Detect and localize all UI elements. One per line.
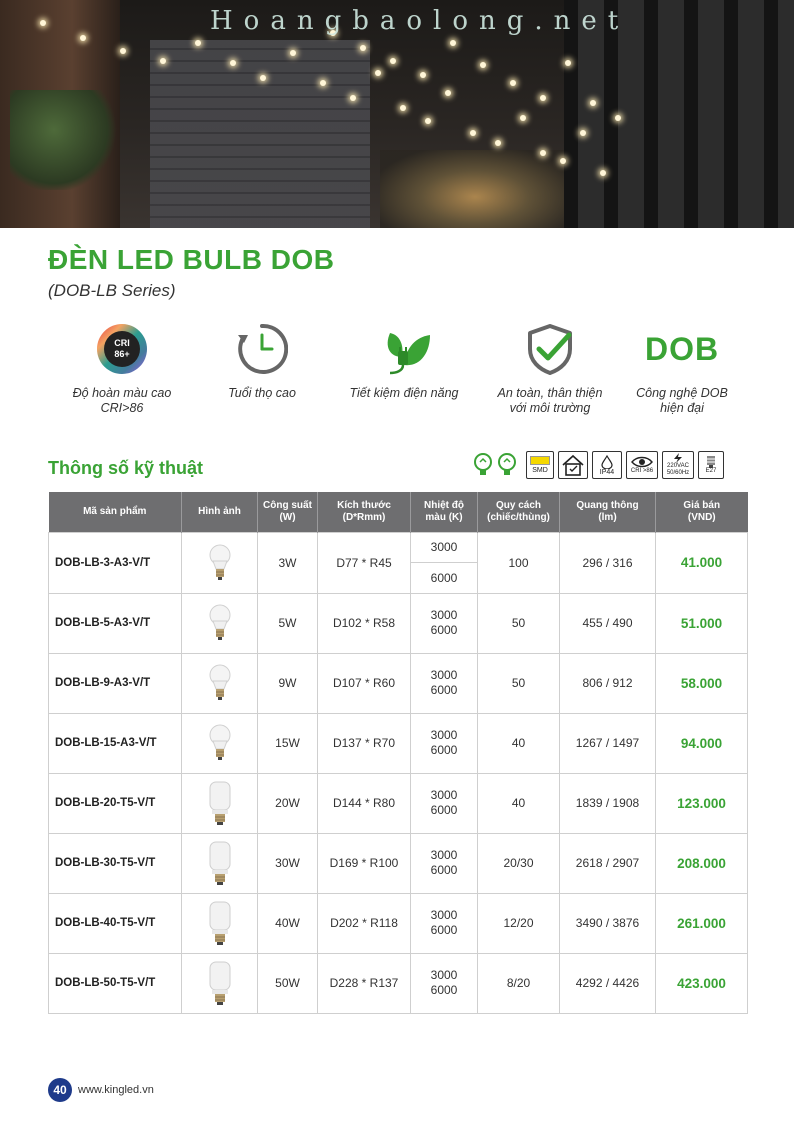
cell-power: 20W [258,773,318,833]
table-row [49,893,748,953]
svg-text:CRI: CRI [114,338,130,348]
cell-size: D169 * R100 [318,833,411,893]
watermark: Hoangbaolong.net [210,6,630,36]
cell-size: D228 * R137 [318,953,411,1013]
smd-badge: SMD [526,451,554,479]
header-temp: Nhiệt độ màu (K) [411,492,478,532]
indoor-icon [558,451,588,479]
cell-power: 50W [258,953,318,1013]
feature-label: với môi trường [509,401,591,415]
cell-temp: 3000 6000 [411,532,478,593]
header-lumen: Quang thông (lm) [560,492,656,532]
table-row [49,713,748,773]
feature-label: Tuổi thọ cao [228,386,296,400]
feature-energy [334,322,474,401]
bulb-icon [182,954,257,1012]
table-row [49,532,748,593]
cell-code: DOB-LB-30-T5-V/T [49,833,182,893]
feature-label: CRI>86 [100,401,144,415]
feature-label: hiện đại [660,401,704,415]
cell-size: D77 * R45 [318,532,411,593]
cell-qty: 8/20 [478,953,560,1013]
cell-price: 423.000 [656,953,748,1013]
table-row [49,833,748,893]
feature-label: An toàn, thân thiện [497,386,603,400]
cell-temp: 3000 6000 [411,593,478,653]
website-link[interactable]: www.kingled.vn [78,1084,154,1096]
cell-temp: 3000 6000 [411,833,478,893]
page-title: ĐÈN LED BULB DOB [48,244,335,275]
bulb-icon [182,594,257,652]
cell-lumen: 455 / 490 [560,593,656,653]
cell-price: 123.000 [656,773,748,833]
certification-icons [470,449,724,481]
cell-size: D144 * R80 [318,773,411,833]
bulb-icon [182,894,257,952]
cri-badge: CRI >86 [626,451,658,479]
header-image: Hình ảnh [182,492,258,532]
voltage-badge: 220VAC 50/60Hz [662,451,694,479]
cell-price: 58.000 [656,653,748,713]
cell-lumen: 806 / 912 [560,653,656,713]
header-price: Giá bán (VND) [656,492,748,532]
feature-dob [612,322,752,416]
leaf-plug-icon [374,322,434,376]
header-code: Mã sản phẩm [49,492,182,532]
table-row [49,953,748,1013]
header-qty: Quy cách (chiếc/thùng) [478,492,560,532]
header-power: Công suất (W) [258,492,318,532]
page-number: 40 [48,1078,72,1102]
cell-image [182,532,258,593]
cell-power: 15W [258,713,318,773]
cell-lumen: 296 / 316 [560,532,656,593]
cell-image [182,653,258,713]
cell-code: DOB-LB-9-A3-V/T [49,653,182,713]
bulb-icon [182,774,257,832]
cell-code: DOB-LB-3-A3-V/T [49,532,182,593]
cell-qty: 100 [478,532,560,593]
cri-icon [92,322,152,376]
cell-size: D137 * R70 [318,713,411,773]
bulb-icon [182,534,257,592]
cell-temp: 3000 6000 [411,653,478,713]
cell-price: 261.000 [656,893,748,953]
table-row [49,773,748,833]
bulb-icon [182,834,257,892]
feature-label: Độ hoàn màu cao [72,386,172,400]
feature-cri [52,322,192,416]
header-size: Kích thước (D*Rmm) [318,492,411,532]
bulb-icon [182,654,257,712]
cell-price: 51.000 [656,593,748,653]
feature-lifespan [192,322,332,401]
cell-qty: 12/20 [478,893,560,953]
cell-power: 9W [258,653,318,713]
ip44-badge: IP44 [592,451,622,479]
cell-lumen: 2618 / 2907 [560,833,656,893]
cell-size: D107 * R60 [318,653,411,713]
cell-temp: 3000 6000 [411,893,478,953]
feature-label: Tiết kiệm điện năng [349,386,459,400]
cell-power: 5W [258,593,318,653]
cell-code: DOB-LB-5-A3-V/T [49,593,182,653]
cell-price: 41.000 [656,532,748,593]
page-subtitle: (DOB-LB Series) [48,281,176,300]
feature-safety [480,322,620,416]
cell-temp: 3000 6000 [411,953,478,1013]
cell-power: 40W [258,893,318,953]
cell-qty: 50 [478,593,560,653]
cell-qty: 40 [478,713,560,773]
cell-image [182,833,258,893]
cell-code: DOB-LB-50-T5-V/T [49,953,182,1013]
clock-icon [232,322,292,376]
shield-check-icon [520,322,580,376]
cell-image [182,593,258,653]
cell-code: DOB-LB-15-A3-V/T [49,713,182,773]
spec-title: Thông số kỹ thuật [48,458,203,478]
cell-power: 30W [258,833,318,893]
cell-size: D202 * R118 [318,893,411,953]
cell-qty: 40 [478,773,560,833]
cell-image [182,773,258,833]
svg-text:86+: 86+ [114,349,130,359]
bulb-pair-icon [470,451,522,479]
hero-banner [0,0,794,228]
cell-lumen: 1267 / 1497 [560,713,656,773]
cell-code: DOB-LB-40-T5-V/T [49,893,182,953]
cell-image [182,953,258,1013]
cell-price: 208.000 [656,833,748,893]
cell-price: 94.000 [656,713,748,773]
dob-logo-icon: DOB [644,330,720,367]
cell-lumen: 4292 / 4426 [560,953,656,1013]
bulb-icon [182,714,257,772]
table-header-row [49,492,748,532]
cell-image [182,893,258,953]
cell-qty: 20/30 [478,833,560,893]
cell-lumen: 3490 / 3876 [560,893,656,953]
cell-lumen: 1839 / 1908 [560,773,656,833]
e27-badge: E27 [698,451,724,479]
cell-code: DOB-LB-20-T5-V/T [49,773,182,833]
cell-qty: 50 [478,653,560,713]
spec-table [48,492,748,1014]
table-row [49,593,748,653]
cell-temp: 3000 6000 [411,713,478,773]
feature-label: Công nghệ DOB [636,386,728,400]
cell-size: D102 * R58 [318,593,411,653]
table-row [49,653,748,713]
cell-image [182,713,258,773]
feature-row [52,322,752,422]
cell-power: 3W [258,532,318,593]
cell-temp: 3000 6000 [411,773,478,833]
